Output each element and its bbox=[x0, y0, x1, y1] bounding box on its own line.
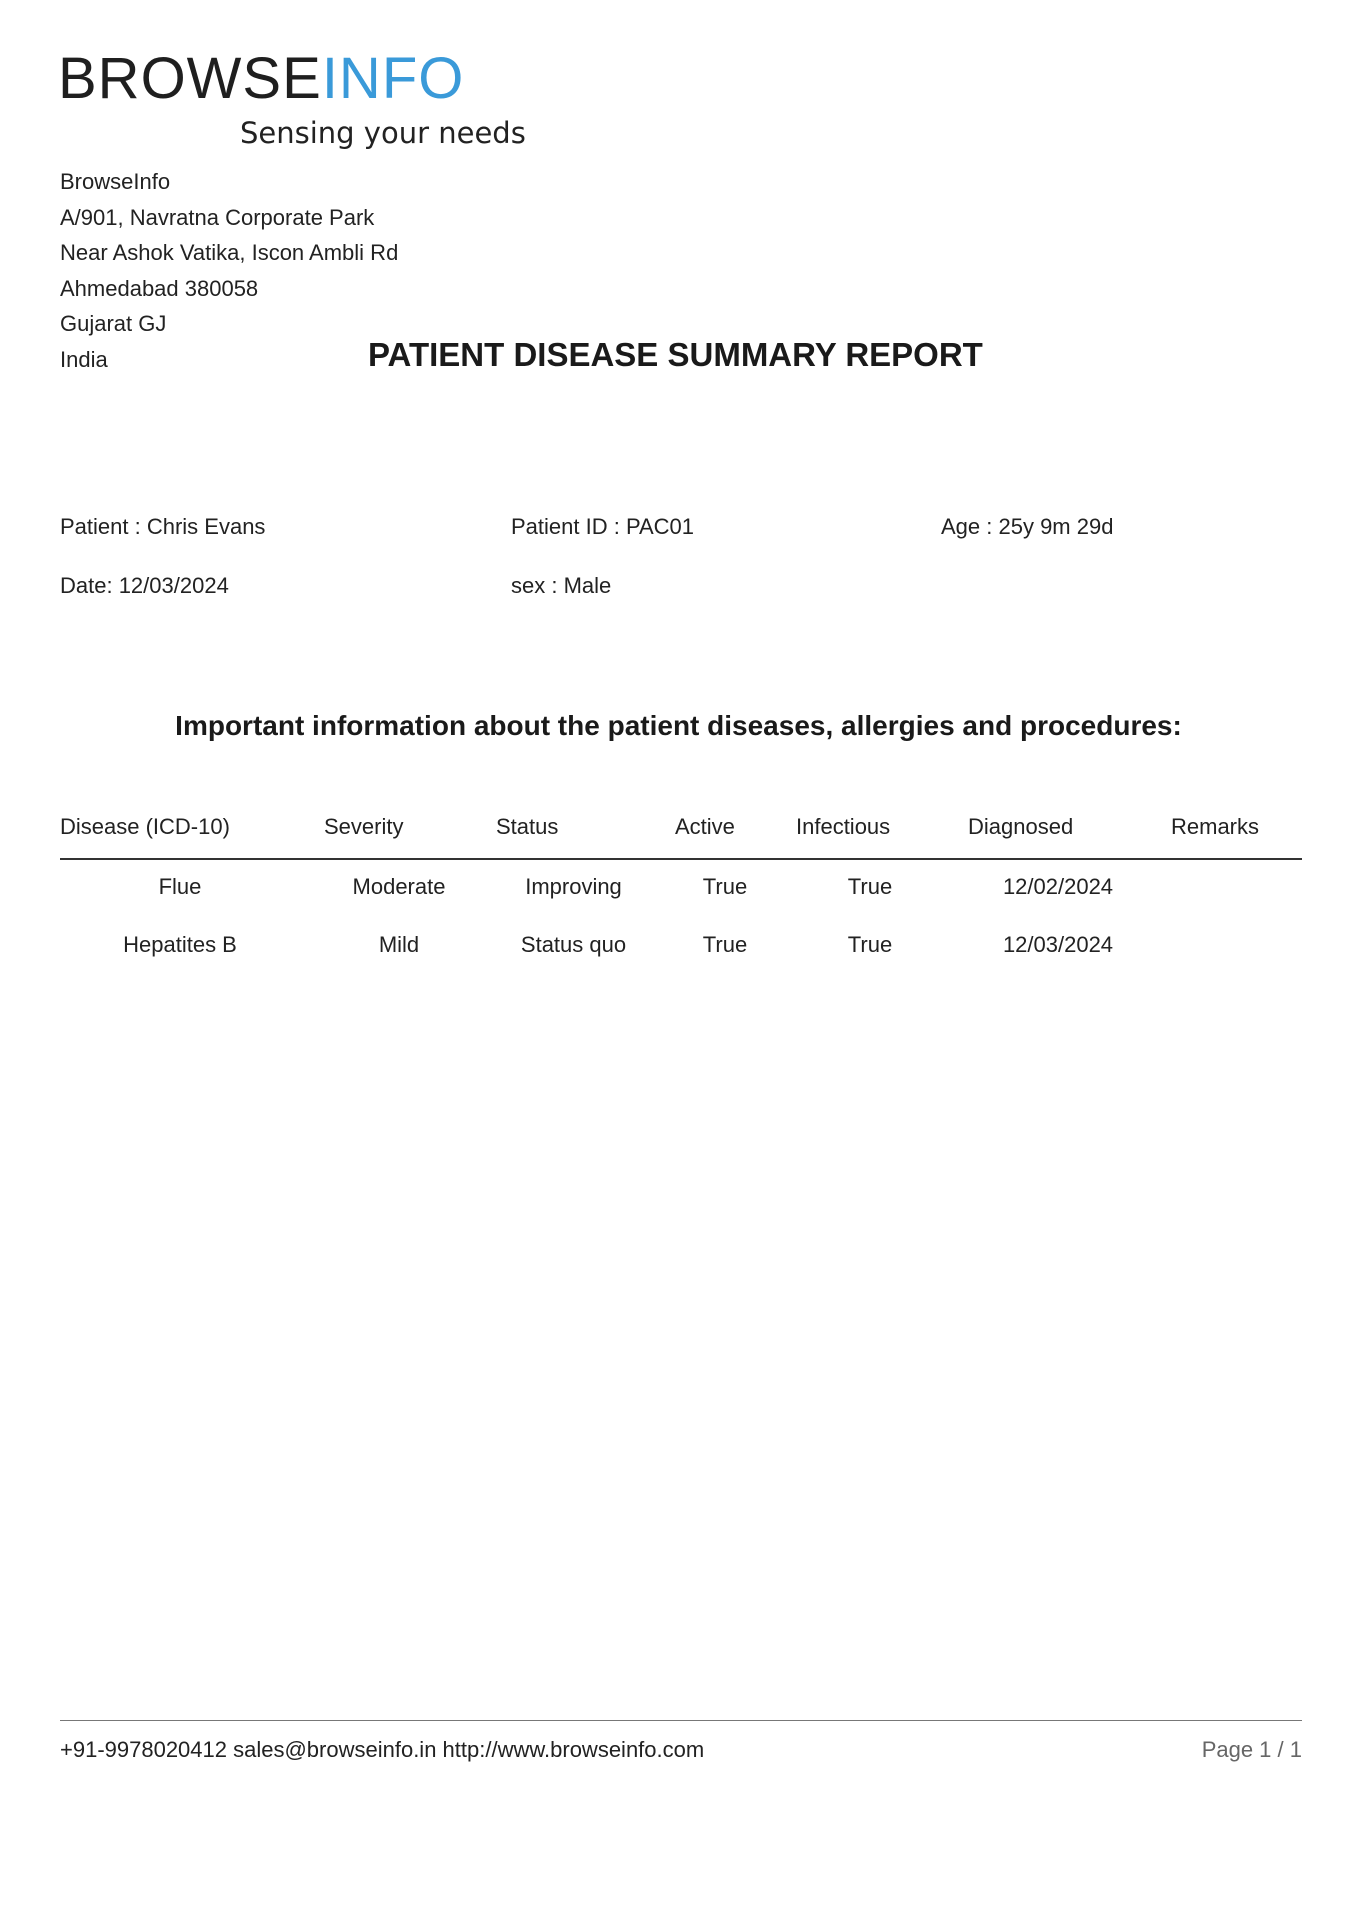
logo-brand-dark: BROWSE bbox=[58, 46, 322, 111]
logo-brand-blue: INFO bbox=[321, 46, 465, 111]
company-logo bbox=[58, 44, 526, 154]
table-header-active: Active bbox=[675, 814, 735, 839]
section-heading: Important information about the patient diseases, allergies and procedures: bbox=[175, 710, 1182, 741]
cell-status: Status quo bbox=[520, 932, 627, 957]
logo-wordmark bbox=[58, 44, 464, 114]
table-header-remarks: Remarks bbox=[1171, 814, 1260, 839]
cell-disease: Hepatites B bbox=[123, 932, 237, 957]
table-header-diagnosed: Diagnosed bbox=[968, 814, 1074, 839]
table-header-disease: Disease (ICD-10) bbox=[60, 814, 230, 839]
cell-status: Improving bbox=[525, 874, 622, 899]
table-header-status: Status bbox=[496, 814, 559, 839]
cell-infectious: True bbox=[847, 932, 893, 957]
address-state: Gujarat GJ bbox=[60, 311, 167, 336]
patient-sex: sex : Male bbox=[511, 573, 612, 598]
cell-severity: Moderate bbox=[352, 874, 446, 899]
company-address bbox=[60, 164, 398, 377]
patient-name: Patient : Chris Evans bbox=[60, 514, 266, 539]
table-header-rule bbox=[60, 858, 1302, 860]
report-date: Date: 12/03/2024 bbox=[60, 573, 229, 598]
patient-age: Age : 25y 9m 29d bbox=[941, 514, 1114, 539]
address-line1: A/901, Navratna Corporate Park bbox=[60, 204, 375, 230]
cell-severity: Mild bbox=[378, 932, 420, 957]
table-header-infectious: Infectious bbox=[796, 814, 891, 839]
page-number: Page 1 / 1 bbox=[1201, 1737, 1302, 1762]
logo-tagline: Sensing your needs bbox=[240, 116, 526, 150]
cell-diagnosed: 12/02/2024 bbox=[1002, 874, 1114, 899]
address-line2: Near Ashok Vatika, Iscon Ambli Rd bbox=[60, 240, 399, 265]
address-city-zip: Ahmedabad 380058 bbox=[60, 275, 259, 301]
cell-active: True bbox=[702, 874, 748, 899]
cell-diagnosed: 12/03/2024 bbox=[1002, 932, 1114, 957]
patient-id: Patient ID : PAC01 bbox=[511, 514, 695, 539]
cell-disease: Flue bbox=[158, 874, 202, 899]
table-header-severity: Severity bbox=[324, 814, 404, 839]
cell-infectious: True bbox=[847, 874, 893, 899]
footer-contact: +91-9978020412 sales@browseinfo.in http://www.browseinfo.com bbox=[60, 1737, 705, 1762]
cell-active: True bbox=[702, 932, 748, 957]
company-name: BrowseInfo bbox=[60, 169, 171, 194]
address-country: India bbox=[60, 346, 108, 372]
footer-rule bbox=[60, 1720, 1302, 1721]
report-title: PATIENT DISEASE SUMMARY REPORT bbox=[368, 336, 983, 373]
